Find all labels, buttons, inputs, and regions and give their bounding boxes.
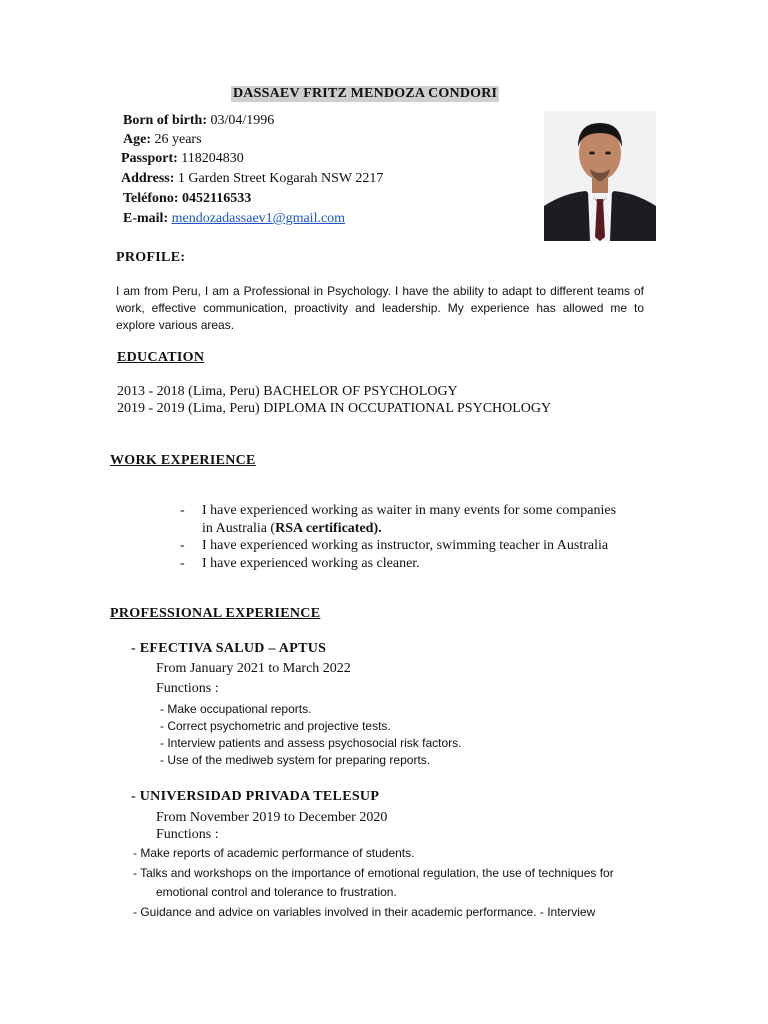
job-2-period: From November 2019 to December 2020	[156, 810, 388, 825]
job-2-function-2-line-2: emotional control and tolerance to frustration.	[156, 885, 397, 899]
education-item-1: 2013 - 2018 (Lima, Peru) BACHELOR OF PSYCHOLOGY	[117, 384, 458, 399]
passport-row	[121, 151, 244, 167]
job-1-function-4: - Use of the mediweb system for preparing reports.	[160, 753, 431, 767]
job-2-function-3: - Guidance and advice on variables involved in their academic performance. - Interview	[133, 905, 596, 919]
address-value: 1 Garden Street Kogarah NSW 2217	[177, 171, 384, 186]
address-row	[121, 171, 383, 187]
professional-heading: PROFESSIONAL EXPERIENCE	[110, 606, 321, 621]
born-value: 03/04/1996	[210, 113, 275, 128]
profile-text: I am from Peru, I am a Professional in Psychology. I have the ability to adapt to different teams of work, effective communication, proactivity and leadership. My experience has allowed me to explore various areas.	[116, 284, 644, 332]
work-heading: WORK EXPERIENCE	[110, 453, 256, 468]
phone-value: 0452116533	[181, 191, 252, 206]
phone-row	[123, 191, 251, 207]
work-bullet-dash: -	[180, 556, 185, 571]
work-bullet-dash: -	[180, 538, 185, 553]
work-item-1-line-1: I have experienced working as waiter in many events for some companies	[202, 503, 617, 518]
education-item-2: 2019 - 2019 (Lima, Peru) DIPLOMA IN OCCUPATIONAL PSYCHOLOGY	[117, 401, 552, 416]
work-item-2: I have experienced working as instructor, swimming teacher in Australia	[202, 538, 609, 553]
born-row	[123, 113, 274, 129]
job-1-function-3: - Interview patients and assess psychosocial risk factors.	[160, 736, 462, 750]
job-1-function-2: - Correct psychometric and projective tests.	[160, 719, 391, 733]
age-row	[123, 132, 202, 148]
email-label: E-mail:	[123, 211, 169, 226]
age-label: Age:	[123, 132, 151, 147]
profile-photo	[544, 111, 656, 241]
age-value: 26 years	[154, 132, 202, 147]
job-2-title: - UNIVERSIDAD PRIVADA TELESUP	[131, 789, 380, 804]
profile-heading: PROFILE:	[116, 250, 186, 265]
education-heading: EDUCATION	[117, 350, 205, 365]
work-item-1-text: in Australia (	[202, 521, 276, 536]
candidate-name: DASSAEV FRITZ MENDOZA CONDORI	[233, 86, 498, 101]
rsa-certificated: RSA certificated).	[275, 521, 382, 536]
job-2-functions-label: Functions :	[156, 827, 219, 842]
born-label: Born of birth:	[123, 113, 207, 128]
email-link[interactable]: mendozadassaev1@gmail.com	[171, 211, 346, 226]
passport-label: Passport:	[121, 151, 178, 166]
job-1-period: From January 2021 to March 2022	[156, 661, 351, 676]
job-2-function-2-line-1: - Talks and workshops on the importance of emotional regulation, the use of techniques for	[133, 866, 614, 880]
phone-label: Teléfono:	[123, 191, 179, 206]
job-1-function-1: - Make occupational reports.	[160, 702, 312, 716]
work-bullet-dash: -	[180, 503, 185, 518]
address-label: Address:	[121, 171, 175, 186]
email-row	[123, 211, 345, 227]
job-1-title: - EFECTIVA SALUD – APTUS	[131, 641, 327, 656]
job-1-functions-label: Functions :	[156, 681, 219, 696]
job-2-function-1: - Make reports of academic performance of students.	[133, 846, 415, 860]
passport-value: 118204830	[181, 151, 244, 166]
work-item-1-line-2	[202, 521, 382, 537]
work-item-3: I have experienced working as cleaner.	[202, 556, 420, 571]
